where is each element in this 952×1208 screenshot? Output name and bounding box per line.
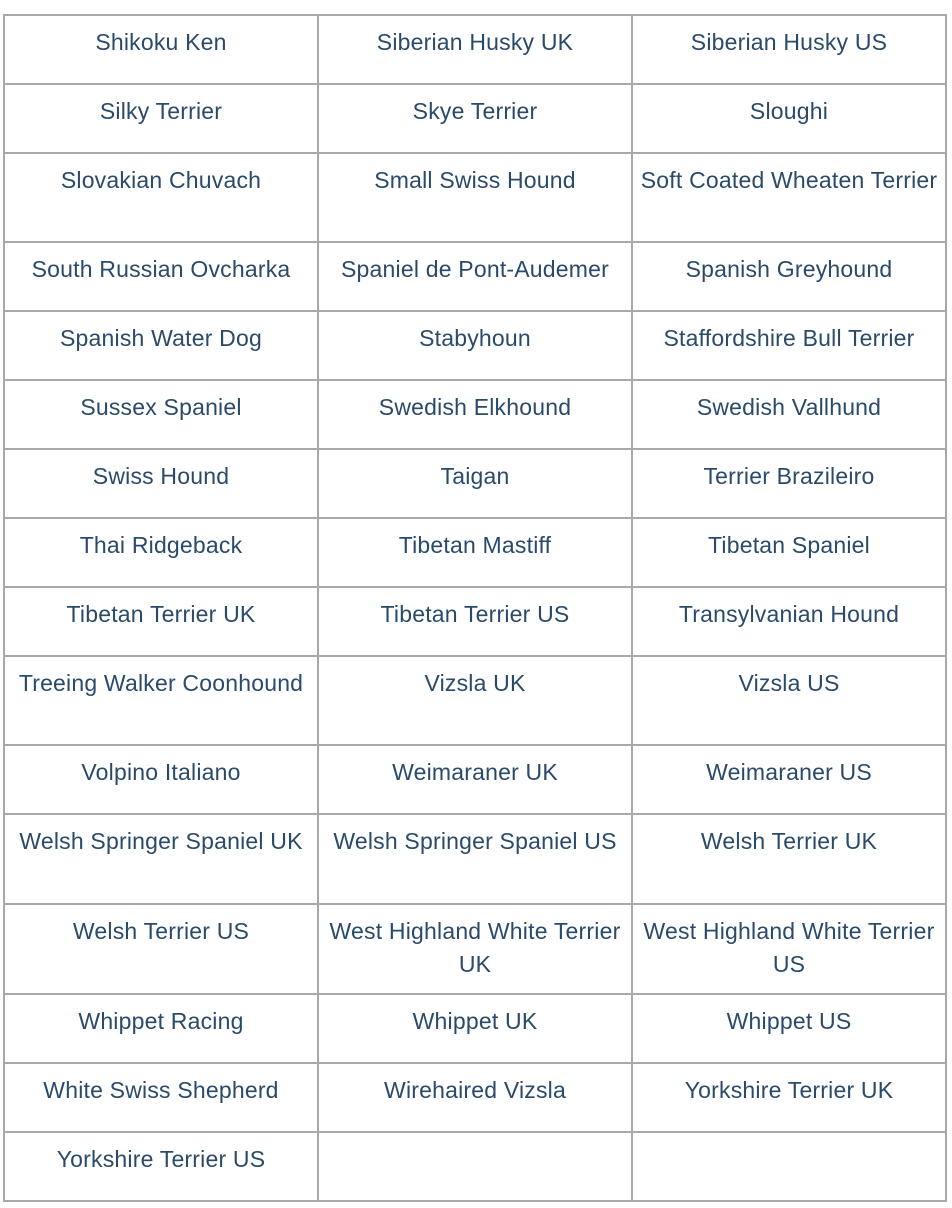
table-row — [4, 656, 946, 745]
table-cell: Siberian Husky UK — [318, 15, 632, 84]
table-cell: Yorkshire Terrier US — [4, 1132, 318, 1201]
table-row — [4, 745, 946, 814]
table-cell: Whippet US — [632, 994, 946, 1063]
table-cell: Soft Coated Wheaten Terrier — [632, 153, 946, 242]
table-cell: Swedish Vallhund — [632, 380, 946, 449]
table-cell: Yorkshire Terrier UK — [632, 1063, 946, 1132]
table-row — [4, 15, 946, 84]
table-cell: Volpino Italiano — [4, 745, 318, 814]
table-cell: Siberian Husky US — [632, 15, 946, 84]
table-cell: Stabyhoun — [318, 311, 632, 380]
table-row — [4, 814, 946, 904]
table-cell: Tibetan Spaniel — [632, 518, 946, 587]
breed-table — [3, 14, 947, 1202]
table-cell: White Swiss Shepherd — [4, 1063, 318, 1132]
table-row — [4, 904, 946, 994]
table-cell: West Highland White Terrier US — [632, 904, 946, 994]
table-cell: Taigan — [318, 449, 632, 518]
table-cell: Welsh Springer Spaniel UK — [4, 814, 318, 904]
table-row — [4, 380, 946, 449]
table-row — [4, 994, 946, 1063]
table-cell: West Highland White Terrier UK — [318, 904, 632, 994]
table-cell: Welsh Terrier UK — [632, 814, 946, 904]
table-cell: Wirehaired Vizsla — [318, 1063, 632, 1132]
table-row — [4, 1132, 946, 1201]
table-cell: Vizsla US — [632, 656, 946, 745]
table-cell: Terrier Brazileiro — [632, 449, 946, 518]
table-cell: Swedish Elkhound — [318, 380, 632, 449]
table-cell: Staffordshire Bull Terrier — [632, 311, 946, 380]
table-cell: Welsh Terrier US — [4, 904, 318, 994]
table-cell: Vizsla UK — [318, 656, 632, 745]
table-cell: Tibetan Mastiff — [318, 518, 632, 587]
table-cell: Welsh Springer Spaniel US — [318, 814, 632, 904]
table-cell: Sloughi — [632, 84, 946, 153]
table-cell: Tibetan Terrier UK — [4, 587, 318, 656]
table-cell: Treeing Walker Coonhound — [4, 656, 318, 745]
table-row — [4, 518, 946, 587]
table-cell: Thai Ridgeback — [4, 518, 318, 587]
table-cell: Skye Terrier — [318, 84, 632, 153]
table-cell: Spanish Greyhound — [632, 242, 946, 311]
table-cell: Transylvanian Hound — [632, 587, 946, 656]
table-cell: Whippet UK — [318, 994, 632, 1063]
table-row — [4, 311, 946, 380]
table-row — [4, 242, 946, 311]
table-cell: Sussex Spaniel — [4, 380, 318, 449]
table-cell: Silky Terrier — [4, 84, 318, 153]
table-cell: Spanish Water Dog — [4, 311, 318, 380]
table-row — [4, 449, 946, 518]
table-cell: Shikoku Ken — [4, 15, 318, 84]
table-cell-empty — [632, 1132, 946, 1201]
table-cell: Weimaraner US — [632, 745, 946, 814]
table-cell: Spaniel de Pont-Audemer — [318, 242, 632, 311]
table-cell: Tibetan Terrier US — [318, 587, 632, 656]
table-cell-empty — [318, 1132, 632, 1201]
table-row — [4, 84, 946, 153]
table-cell: Whippet Racing — [4, 994, 318, 1063]
table-cell: South Russian Ovcharka — [4, 242, 318, 311]
table-row — [4, 153, 946, 242]
table-row — [4, 587, 946, 656]
table-cell: Swiss Hound — [4, 449, 318, 518]
table-cell: Small Swiss Hound — [318, 153, 632, 242]
table-cell: Weimaraner UK — [318, 745, 632, 814]
table-cell: Slovakian Chuvach — [4, 153, 318, 242]
table-row — [4, 1063, 946, 1132]
